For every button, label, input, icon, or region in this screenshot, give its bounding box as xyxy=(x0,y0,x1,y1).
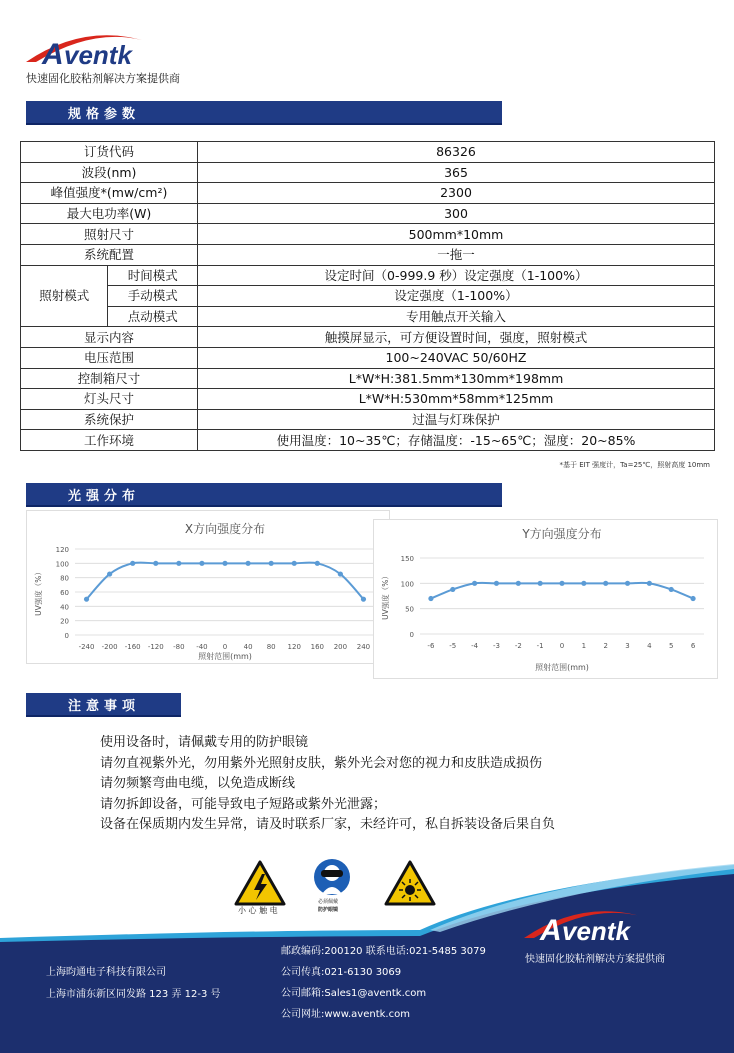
x-tick-label: -3 xyxy=(492,642,500,650)
spec-value: 86326 xyxy=(198,142,715,163)
x-tick-label: 6 xyxy=(690,642,696,650)
logo-text-rest: ventk xyxy=(64,40,132,70)
x-tick-label: -120 xyxy=(147,643,164,651)
x-tick-label: 1 xyxy=(581,642,587,650)
y-tick-label: 100 xyxy=(55,560,69,569)
x-tick-label: 3 xyxy=(625,642,630,650)
spec-row xyxy=(21,162,715,183)
data-point xyxy=(84,597,89,602)
data-point xyxy=(199,561,204,566)
footer-aventk-logo xyxy=(520,898,690,946)
x-tick-label: -5 xyxy=(449,642,457,650)
section-header-specs xyxy=(26,101,502,125)
x-axis-label: 照射范围(mm) xyxy=(198,652,252,661)
data-point xyxy=(315,561,320,566)
data-point xyxy=(669,587,674,592)
spec-label: 手动模式 xyxy=(108,286,198,307)
spec-row xyxy=(21,183,715,204)
spec-value: 500mm*10mm xyxy=(198,224,715,245)
notes-list xyxy=(100,733,555,836)
y-axis-label: UV强度（%） xyxy=(381,572,390,620)
x-tick-label: 0 xyxy=(559,642,565,650)
footer-tagline: 快速固化胶粘剂解决方案提供商 xyxy=(525,954,665,965)
x-tick-label: 4 xyxy=(647,642,652,650)
spec-row xyxy=(21,286,715,307)
y-tick-label: 0 xyxy=(409,631,414,639)
spec-row xyxy=(21,224,715,245)
x-tick-label: -240 xyxy=(78,643,95,651)
y-tick-label: 20 xyxy=(60,617,69,626)
goggles-sign-label-2: 防护眼镜 xyxy=(318,907,339,913)
y-tick-label: 100 xyxy=(400,580,414,589)
x-tick-label: 120 xyxy=(287,643,301,651)
section-title: 光强分布 xyxy=(68,489,141,504)
x-tick-label: 160 xyxy=(310,643,324,651)
spec-label: 波段(nm) xyxy=(21,162,198,183)
footer-email[interactable]: 公司邮箱:Sales1@aventk.com xyxy=(281,988,427,999)
x-tick-label: 200 xyxy=(333,643,348,651)
spec-label: 点动模式 xyxy=(108,306,198,327)
shock-sign-label: 小 心 触 电 xyxy=(238,906,278,915)
data-point xyxy=(690,596,695,601)
spec-row xyxy=(21,409,715,430)
x-tick-label: -1 xyxy=(536,642,544,650)
y-tick-label: 80 xyxy=(60,574,69,583)
x-tick-label: -40 xyxy=(196,643,208,651)
x-tick-label: 2 xyxy=(603,642,608,650)
spec-label: 峰值强度*(mw/cm²) xyxy=(21,183,198,204)
y-tick-label: 40 xyxy=(60,603,69,612)
note-item: 使用设备时，请佩戴专用的防护眼镜 xyxy=(100,735,309,750)
spec-row xyxy=(21,368,715,389)
spec-value: 100~240VAC 50/60HZ xyxy=(198,347,715,368)
spec-label: 系统保护 xyxy=(21,409,198,430)
footer-address: 上海市浦东新区同发路 123 弄 12-3 号 xyxy=(46,989,221,1000)
spec-label: 订货代码 xyxy=(21,142,198,163)
data-point xyxy=(130,561,135,566)
goggles-sign-label-1: 必须佩戴 xyxy=(318,899,339,905)
spec-row xyxy=(21,142,715,163)
series-line xyxy=(87,563,364,600)
y-tick-label: 50 xyxy=(405,605,414,614)
chart-title: X方向强度分布 xyxy=(184,522,266,536)
data-point xyxy=(292,561,297,566)
spec-label: 灯头尺寸 xyxy=(21,389,198,410)
spec-value: 365 xyxy=(198,162,715,183)
data-point xyxy=(494,581,499,586)
section-header-notes xyxy=(26,693,181,717)
x-tick-label: -6 xyxy=(427,642,435,650)
spec-value: 300 xyxy=(198,203,715,224)
spec-row xyxy=(21,265,715,286)
x-tick-label: -160 xyxy=(124,643,141,651)
section-title: 规格参数 xyxy=(68,107,141,122)
goggles-required-icon xyxy=(313,858,351,896)
spec-row xyxy=(21,430,715,451)
note-item: 请勿直视紫外光，勿用紫外光照射皮肤，紫外光会对您的视力和皮肤造成损伤 xyxy=(100,755,543,771)
data-point xyxy=(472,581,477,586)
spec-label: 时间模式 xyxy=(108,265,198,286)
data-point xyxy=(361,597,366,602)
footer-postcode-phone: 邮政编码:200120 联系电话:021-5485 3079 xyxy=(281,946,486,957)
data-point xyxy=(450,587,455,592)
logo-text: A xyxy=(42,38,64,70)
data-point xyxy=(107,571,112,576)
data-point xyxy=(176,561,181,566)
spec-value: 使用温度：10~35℃；存储温度：-15~65℃；湿度：20~85% xyxy=(198,430,715,451)
data-point xyxy=(245,561,250,566)
data-point xyxy=(338,571,343,576)
x-tick-label: -2 xyxy=(514,642,522,650)
svg-text:A: A xyxy=(540,914,562,946)
x-tick-label: 0 xyxy=(222,643,228,651)
data-point xyxy=(559,581,564,586)
spec-row xyxy=(21,389,715,410)
spec-row xyxy=(21,347,715,368)
spec-row xyxy=(21,203,715,224)
x-tick-label: -200 xyxy=(101,643,118,651)
spec-value: 过温与灯珠保护 xyxy=(198,409,715,430)
spec-value: 专用触点开关输入 xyxy=(198,306,715,327)
note-item: 请勿频繁弯曲电缆，以免造成断线 xyxy=(100,776,296,792)
y-tick-label: 60 xyxy=(60,589,69,597)
spec-value: 设定强度（1-100%） xyxy=(198,286,715,307)
chart-y-distribution xyxy=(373,519,718,679)
section-title: 注意事项 xyxy=(68,699,141,714)
uv-radiation-warning-icon xyxy=(384,860,436,906)
x-tick-label: 40 xyxy=(243,643,253,651)
note-item: 设备在保质期内发生异常，请及时联系厂家，未经许可，私自拆装设备后果自负 xyxy=(100,817,556,833)
data-point xyxy=(153,561,158,566)
spec-label: 控制箱尺寸 xyxy=(21,368,198,389)
data-point xyxy=(603,581,608,586)
data-point xyxy=(538,581,543,586)
x-axis-label: 照射范围(mm) xyxy=(535,663,589,672)
chart-title: Y方向强度分布 xyxy=(522,527,602,541)
spec-value: 设定时间（0-999.9 秒）设定强度（1-100%） xyxy=(198,265,715,286)
y-tick-label: 0 xyxy=(64,632,69,640)
data-point xyxy=(269,561,274,566)
svg-text:ventk: ventk xyxy=(562,916,630,946)
footer-company: 上海昀通电子科技有限公司 xyxy=(46,967,166,978)
data-point xyxy=(428,596,433,601)
chart-x-distribution xyxy=(26,510,390,664)
spec-label: 显示内容 xyxy=(21,327,198,348)
spec-label: 最大电功率(W) xyxy=(21,203,198,224)
data-point xyxy=(625,581,630,586)
data-point xyxy=(581,581,586,586)
x-tick-label: 5 xyxy=(668,642,674,650)
x-tick-label: 240 xyxy=(356,643,371,651)
spec-value: 触摸屏显示，可方便设置时间，强度，照射模式 xyxy=(198,327,715,348)
spec-value: L*W*H:381.5mm*130mm*198mm xyxy=(198,368,715,389)
spec-value: 一拖一 xyxy=(198,244,715,265)
x-tick-label: -4 xyxy=(471,642,479,650)
spec-value: L*W*H:530mm*58mm*125mm xyxy=(198,389,715,410)
x-tick-label: 80 xyxy=(266,643,276,651)
tagline: 快速固化胶粘剂解决方案提供商 xyxy=(26,72,180,85)
data-point xyxy=(222,561,227,566)
section-header-distribution xyxy=(26,483,502,507)
spec-row xyxy=(21,306,715,327)
note-item: 请勿拆卸设备，可能导致电子短路或紫外光泄露； xyxy=(100,796,387,812)
chart-y-svg xyxy=(374,520,717,678)
x-tick-label: -80 xyxy=(173,643,185,651)
spec-row xyxy=(21,327,715,348)
spec-label: 工作环境 xyxy=(21,430,198,451)
y-tick-label: 120 xyxy=(55,546,69,554)
chart-x-svg xyxy=(27,511,389,663)
spec-label: 照射尺寸 xyxy=(21,224,198,245)
spec-label: 电压范围 xyxy=(21,347,198,368)
y-axis-label: UV强度（%） xyxy=(34,568,43,616)
footnote: *基于 EIT 强度计，Ta=25℃，照射高度 10mm xyxy=(559,461,710,469)
y-tick-label: 150 xyxy=(400,555,414,563)
data-point xyxy=(516,581,521,586)
spec-row xyxy=(21,244,715,265)
spec-table xyxy=(20,141,715,451)
spec-value: 2300 xyxy=(198,183,715,204)
footer-website[interactable]: 公司网址:www.aventk.com xyxy=(281,1009,410,1020)
electric-shock-warning-icon xyxy=(234,860,286,906)
spec-group-label: 照射模式 xyxy=(21,265,108,327)
footer-fax: 公司传真:021-6130 3069 xyxy=(281,967,402,978)
data-point xyxy=(647,581,652,586)
aventk-logo xyxy=(22,22,192,70)
spec-label: 系统配置 xyxy=(21,244,198,265)
